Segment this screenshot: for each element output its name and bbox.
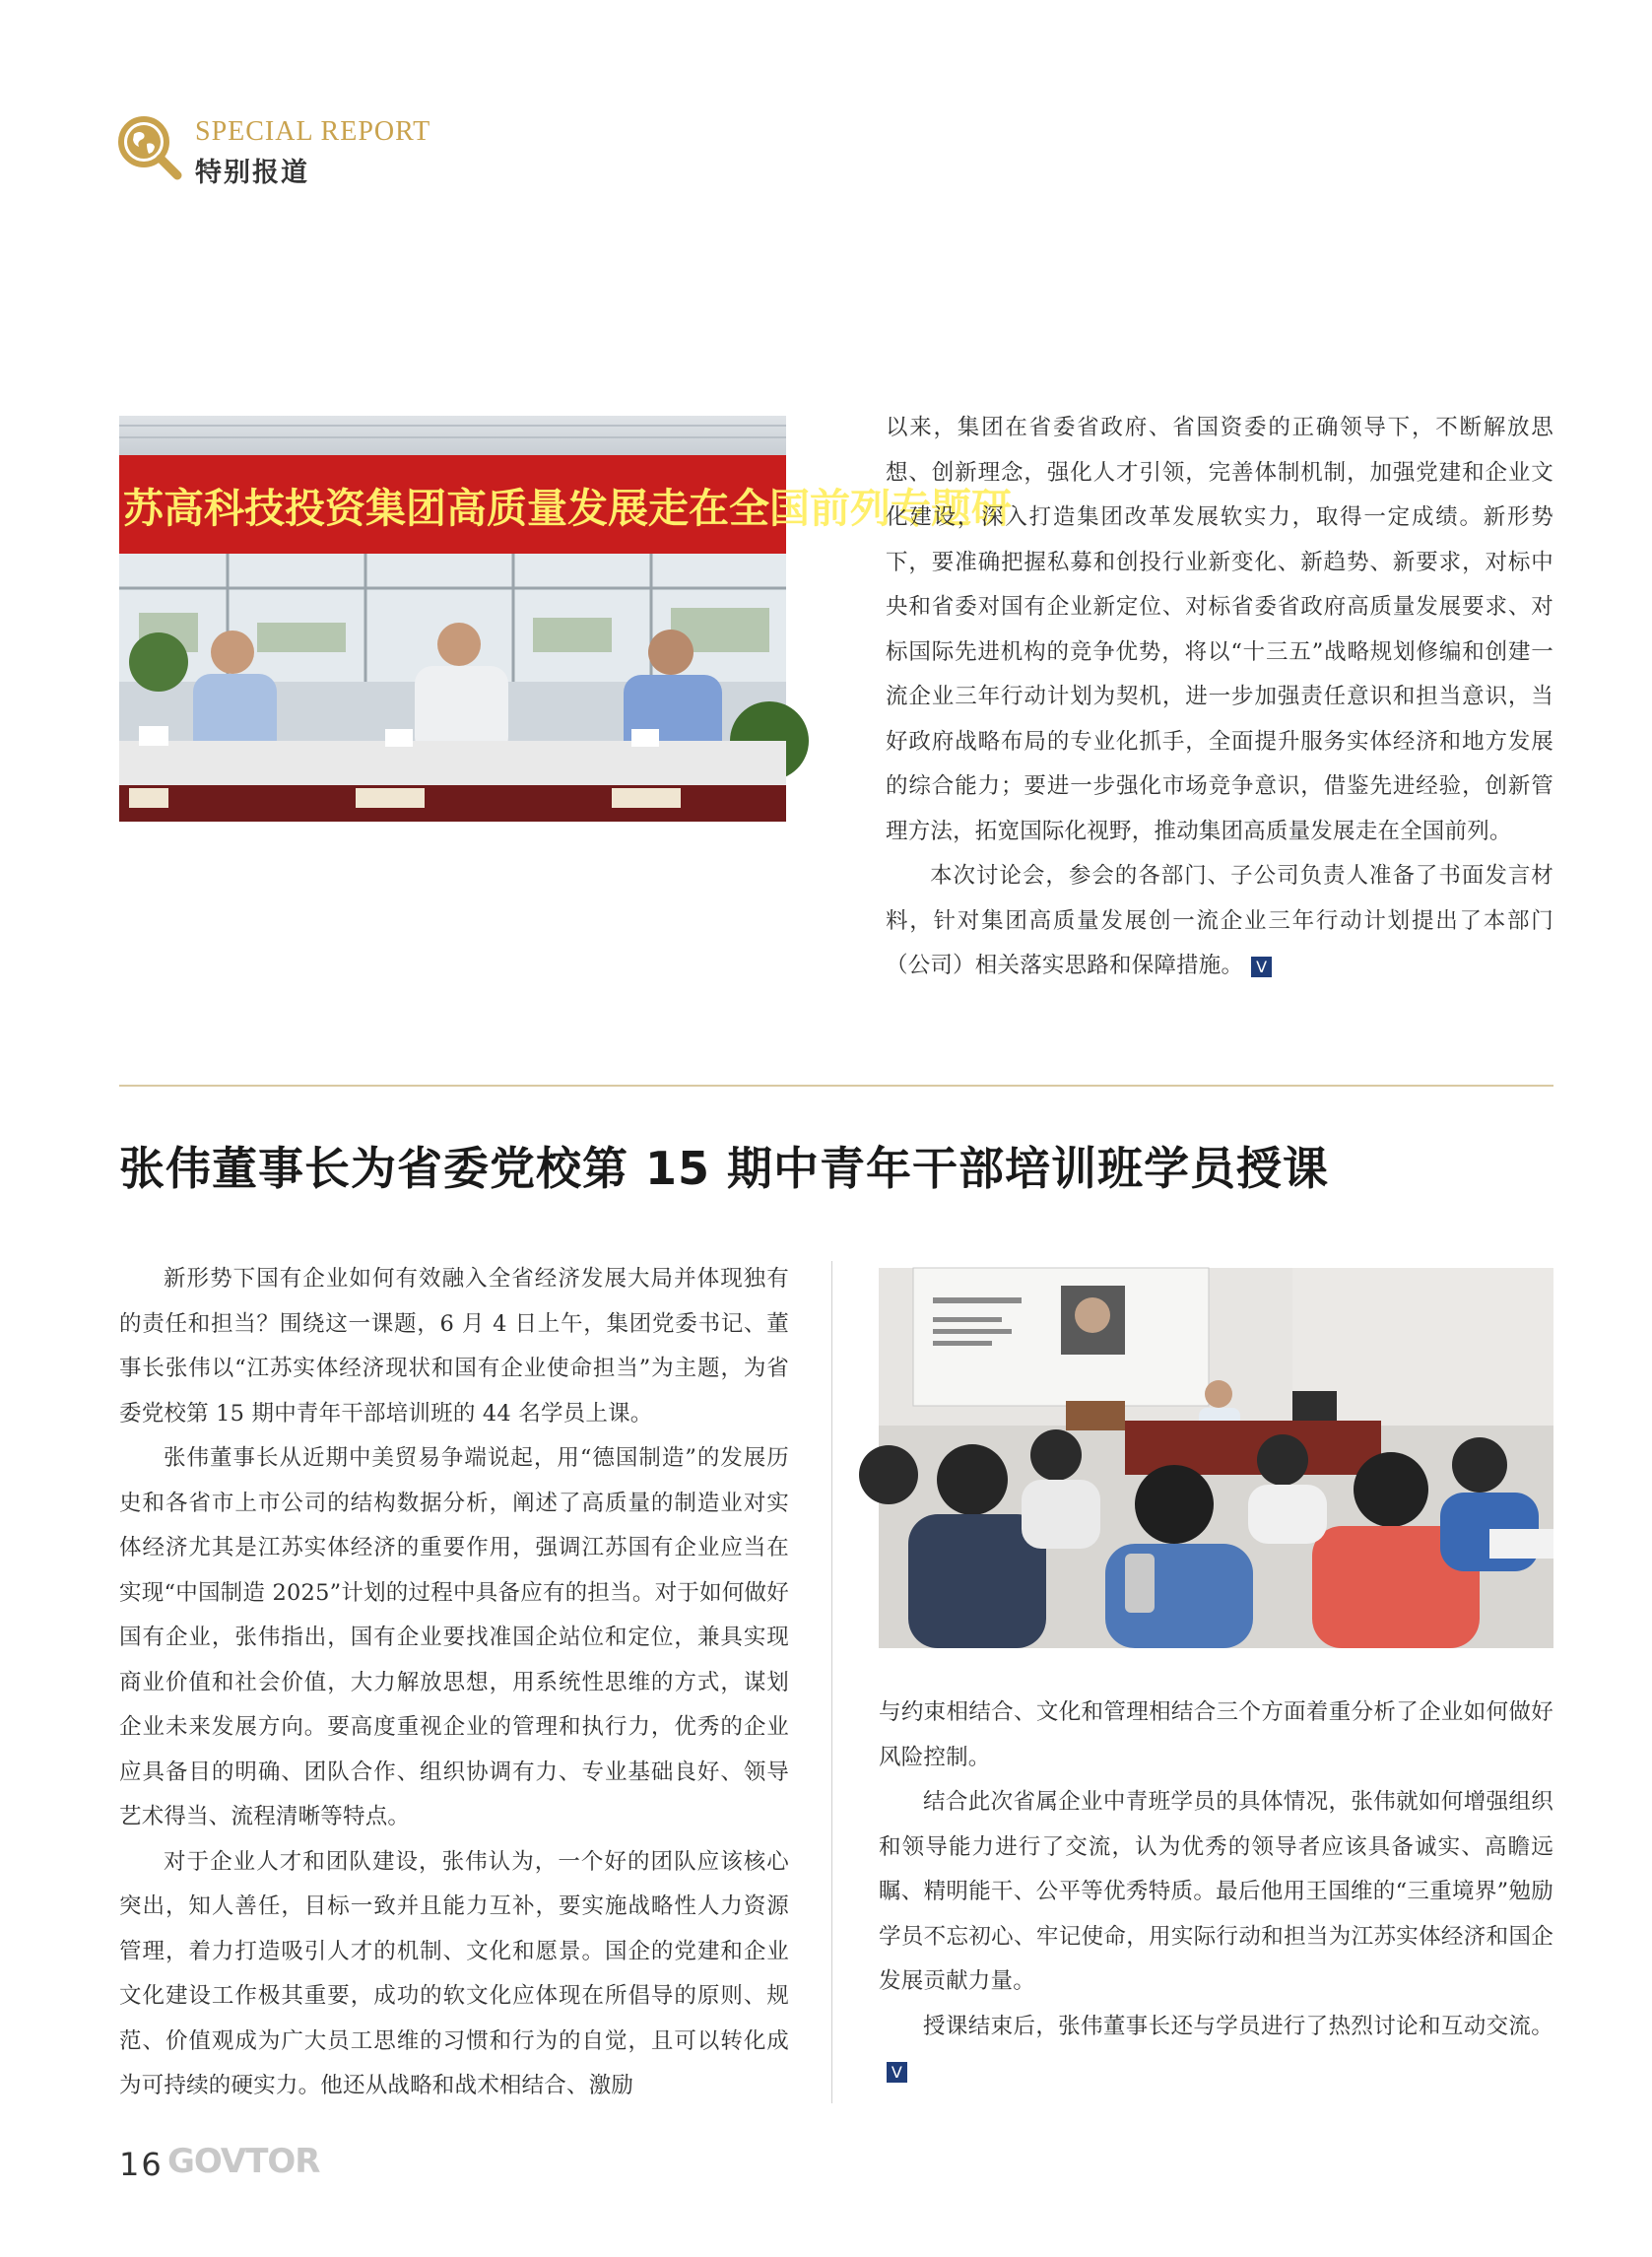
article2-paragraph: 新形势下国有企业如何有效融入全省经济发展大局并体现独有的责任和担当？围绕这一课题，6 月 4 日上午，集团党委书记、董事长张伟以“江苏实体经济现状和国有企业使命担当”为主题，为省委党校第 15 期中青年干部培训班的 44 名学员上课。 [119, 1266, 789, 1427]
article2-right-column [879, 1691, 1553, 2094]
magazine-logo: GOVTOR [167, 2142, 320, 2181]
section-title-en: SPECIAL REPORT [195, 116, 431, 147]
article1-body [886, 406, 1553, 989]
meeting-photo [119, 416, 1012, 822]
banner-text: 苏高科技投资集团高质量发展走在全国前列专题研 [123, 485, 1012, 532]
end-mark-icon: V [887, 2062, 907, 2083]
page-number: 16 [119, 2146, 164, 2183]
article2-paragraph: 结合此次省属企业中青班学员的具体情况，张伟就如何增强组织和领导能力进行了交流，认为优秀的领导者应该具备诚实、高瞻远瞩、精明能干、公平等优秀特质。最后他用王国维的“三重境界”勉励学员不忘初心、牢记使命，用实际行动和担当为江苏实体经济和国企发展贡献力量。 [879, 1789, 1553, 1994]
lecture-photo [879, 1268, 1553, 1648]
article1-paragraph: 以来，集团在省委省政府、省国资委的正确领导下，不断解放思想、创新理念，强化人才引领，完善体制机制，加强党建和企业文化建设，深入打造集团改革发展软实力，取得一定成绩。新形势下，要准确把握私募和创投行业新变化、新趋势、新要求，对标中央和省委对国有企业新定位、对标省委省政府高质量发展要求、对标国际先进机构的竞争优势，将以“十三五”战略规划修编和创建一流企业三年行动计划为契机，进一步加强责任意识和担当意识，当好政府战略布局的专业化抓手，全面提升服务实体经济和地方发展的综合能力；要进一步强化市场竞争意识，借鉴先进经验，创新管理方法，拓宽国际化视野，推动集团高质量发展走在全国前列。 [886, 415, 1553, 844]
section-divider [119, 1085, 1553, 1087]
article2-headline: 张伟董事长为省委党校第 15 期中青年干部培训班学员授课 [119, 1142, 1330, 1195]
section-title-cn: 特别报道 [195, 158, 309, 188]
article2-paragraph: 与约束相结合、文化和管理相结合三个方面着重分析了企业如何做好风险控制。 [879, 1699, 1553, 1770]
article2-paragraph: 授课结束后，张伟董事长还与学员进行了热烈讨论和互动交流。V [879, 2005, 1553, 2094]
end-mark-icon: V [1251, 957, 1272, 977]
column-divider [831, 1261, 832, 2103]
article1-paragraph: 本次讨论会，参会的各部门、子公司负责人准备了书面发言材料，针对集团高质量发展创一流企业三年行动计划提出了本部门（公司）相关落实思路和保障措施。 V [886, 863, 1553, 978]
article2-paragraph: 对于企业人才和团队建设，张伟认为，一个好的团队应该核心突出，知人善任，目标一致并且能力互补，要实施战略性人力资源管理，着力打造吸引人才的机制、文化和愿景。国企的党建和企业文化建设工作极其重要，成功的软文化应体现在所倡导的原则、规范、价值观成为广大员工思维的习惯和行为的自觉，且可以转化成为可持续的硬实力。他还从战略和战术相结合、激励 [119, 1848, 789, 2098]
article2-paragraph: 张伟董事长从近期中美贸易争端说起，用“德国制造”的发展历史和各省市上市公司的结构数据分析，阐述了高质量的制造业对实体经济尤其是江苏实体经济的重要作用，强调江苏国有企业应当在实现“中国制造 2025”计划的过程中具备应有的担当。对于如何做好国有企业，张伟指出，国有企业要找准国企站位和定位，兼具实现商业价值和社会价值，大力解放思想，用系统性思维的方式，谋划企业未来发展方向。要高度重视企业的管理和执行力，优秀的企业应具备目的明确、团队合作、组织协调有力、专业基础良好、领导艺术得当、流程清晰等特点。 [119, 1445, 789, 1829]
article2-left-column [119, 1257, 789, 2109]
globe-magnifier-icon [116, 114, 183, 181]
